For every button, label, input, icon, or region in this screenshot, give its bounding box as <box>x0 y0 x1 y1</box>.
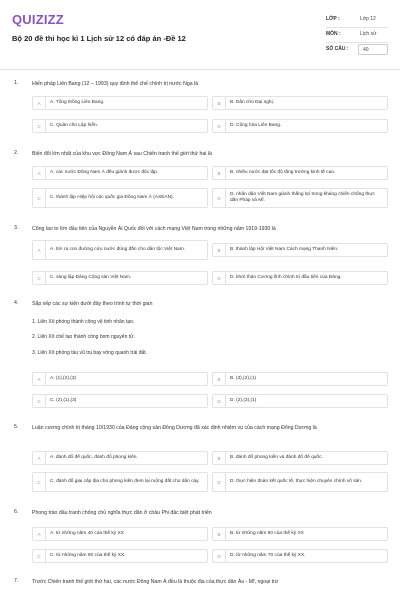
option-text: B. (3),(2),(1) <box>230 375 257 381</box>
option-text: C. từ những năm 60 của thế kỷ XX. <box>50 552 126 558</box>
option-text: C. thành lập Hiệp hội các quốc gia Đông Nam Á (ASEAN). <box>50 194 174 200</box>
option-d[interactable] <box>212 188 388 208</box>
quizizz-logo: QUIZIZZ <box>12 12 64 27</box>
option-letter: B <box>213 244 226 256</box>
option-b[interactable] <box>212 527 388 541</box>
option-letter: C <box>33 120 46 132</box>
option-text: D. (2),(3),(1) <box>230 397 257 403</box>
question-text: Sắp xếp các sự kiện dưới đây theo trình tự thời gian <box>32 301 153 307</box>
meta-subject-label: MÔN : <box>326 31 341 37</box>
option-text: A. tìm ra con đường cứu nước đúng đắn cho dân tộc Việt Nam. <box>50 246 186 252</box>
question-text: Hiến pháp Liên Bang (12 – 1993) quy định thể chế chính trị nước Nga là <box>32 81 199 87</box>
sub-item: 1. Liên Xô phóng thành công vệ tinh nhân tạo. <box>32 319 135 325</box>
option-d[interactable] <box>212 472 388 492</box>
option-text: A. đánh đổ đế quốc, đánh đổ phong kiến. <box>50 454 138 460</box>
option-letter: C <box>33 473 46 491</box>
option-b[interactable] <box>212 451 388 465</box>
option-text: C. đánh đổ giai cấp địa chủ phong kiến đem lại ruộng đất cho dân cày. <box>50 478 200 484</box>
meta-subject-value: Lịch sử <box>360 31 377 37</box>
option-letter: B <box>213 97 226 109</box>
option-letter: A <box>33 167 46 179</box>
option-letter: A <box>33 528 46 540</box>
option-letter: B <box>213 528 226 540</box>
option-text: D. khởi thảo Cương lĩnh chính trị đầu tiên của Đảng. <box>230 274 342 280</box>
question-text: Phong trào đấu tranh chống chủ nghĩa thực dân ở châu Phi đặc biệt phát triển <box>32 510 212 516</box>
option-b[interactable] <box>212 243 388 257</box>
option-text: B. nhiều nước đạt tốc độ tăng trưởng kinh tế cao. <box>230 169 336 175</box>
option-b[interactable] <box>212 166 388 180</box>
worksheet-header <box>0 0 400 70</box>
option-text: A. các nước Đông Nam Á đều giành được độc lập. <box>50 169 159 175</box>
option-text: C. sáng lập Đảng Cộng sản Việt Nam. <box>50 274 132 280</box>
option-d[interactable] <box>212 549 388 563</box>
option-letter: C <box>33 189 46 207</box>
option-text: D. Cộng hòa Liên Bang. <box>230 122 282 128</box>
option-letter: A <box>33 97 46 109</box>
option-text: A. từ những năm 40 của thế kỷ XX <box>50 530 124 536</box>
option-b[interactable] <box>212 372 388 386</box>
option-c[interactable] <box>32 394 208 408</box>
question-number: 3. <box>14 225 19 231</box>
meta-class-label: LỚP : <box>326 16 340 22</box>
option-c[interactable] <box>32 188 208 208</box>
option-text: D. thực hiện đoàn kết quốc tế, thực hiện chuyên chính vô sản. <box>230 478 363 484</box>
option-text: B. thành lập Hội Việt Nam Cách mạng Thanh Niên. <box>230 246 339 252</box>
question-text: Trước Chiến tranh thế giới thứ hai, các nước Đông Nam Á đều là thuộc địa của thực dân Âu - Mĩ, ngoại trừ <box>32 579 279 585</box>
option-letter: C <box>33 550 46 562</box>
option-text: B. Dân chủ Đại nghị. <box>230 99 274 105</box>
option-letter: D <box>213 395 226 407</box>
option-c[interactable] <box>32 119 208 133</box>
option-c[interactable] <box>32 549 208 563</box>
option-b[interactable] <box>212 96 388 110</box>
option-d[interactable] <box>212 119 388 133</box>
option-letter: B <box>213 452 226 464</box>
meta-divider <box>326 42 388 43</box>
option-text: C. Quân chủ Lập hiến. <box>50 122 99 128</box>
option-d[interactable] <box>212 271 388 285</box>
option-d[interactable] <box>212 394 388 408</box>
question-number: 6. <box>14 509 19 515</box>
option-letter: A <box>33 373 46 385</box>
option-a[interactable] <box>32 527 208 541</box>
option-c[interactable] <box>32 472 208 492</box>
option-a[interactable] <box>32 96 208 110</box>
option-letter: A <box>33 452 46 464</box>
sub-item: 2. Liên Xô chế tạo thành công bom nguyên tử. <box>32 334 135 340</box>
option-letter: D <box>213 272 226 284</box>
question-number: 7. <box>14 578 19 584</box>
option-letter: D <box>213 473 226 491</box>
meta-divider <box>326 27 388 28</box>
option-text: D. nhân dân Việt Nam giành thắng lợi trong kháng chiến chống thực dân Pháp và Mĩ. <box>230 191 375 203</box>
option-letter: D <box>213 189 226 207</box>
option-a[interactable] <box>32 166 208 180</box>
option-letter: D <box>213 550 226 562</box>
option-text: D. từ những năm 70 của thế kỷ XX. <box>230 552 306 558</box>
option-letter: B <box>213 167 226 179</box>
meta-subject <box>326 31 388 43</box>
worksheet-title: Bộ 20 đề thi học kì 1 Lịch sử 12 có đáp án -Đề 12 <box>12 34 186 43</box>
question-number: 4. <box>14 300 19 306</box>
question-number: 1. <box>14 80 19 86</box>
option-text: A. (1),(2),(3) <box>50 375 77 381</box>
option-text: B. từ những năm 50 của thế kỷ XX <box>230 530 304 536</box>
question-number: 5. <box>14 424 19 430</box>
question-text: Biến đổi lớn nhất của khu vực Đông Nam Á sau Chiến tranh thế giới thứ hai là <box>32 151 212 157</box>
option-a[interactable] <box>32 372 208 386</box>
meta-count-value: 40 <box>358 44 388 55</box>
option-a[interactable] <box>32 240 208 260</box>
option-letter: D <box>213 120 226 132</box>
question-text: Công lao to lớn đầu tiên của Nguyễn Ái Quốc đối với cách mạng Việt Nam trong những năm 1919-1930 là <box>32 226 276 232</box>
sub-item: 3. Liên Xô phóng tàu vũ trụ bay vòng quanh trái đất. <box>32 350 148 356</box>
meta-count-label: SỐ CÂU : <box>326 46 349 52</box>
option-a[interactable] <box>32 451 208 465</box>
question-text: Luận cương chính trị tháng 10/1930 của Đảng cộng sản Đông Dương đã xác định nhiệm vụ của cách mạng Đông Dương là <box>32 425 317 431</box>
option-letter: B <box>213 373 226 385</box>
option-letter: A <box>33 241 46 259</box>
question-number: 2. <box>14 150 19 156</box>
option-text: C. (2),(1),(3) <box>50 397 77 403</box>
option-letter: C <box>33 395 46 407</box>
option-text: B. đánh đổ phong kiến và đánh đổ đế quốc. <box>230 454 323 460</box>
option-letter: C <box>33 272 46 284</box>
meta-class <box>326 16 388 28</box>
meta-class-value: Lớp 12 <box>360 16 376 22</box>
option-text: A. Tổng thống Liên Bang. <box>50 99 105 105</box>
option-c[interactable] <box>32 271 208 285</box>
